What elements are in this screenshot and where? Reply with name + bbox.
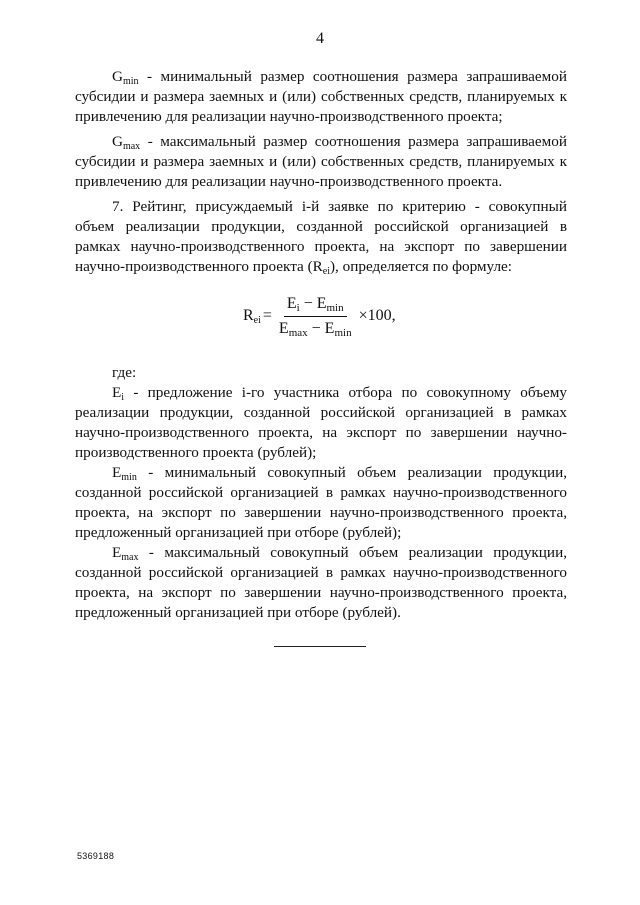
symbol-g: G: [112, 68, 123, 85]
symbol-e: E: [112, 384, 122, 401]
formula-denominator: $E_{max} - E_{min}$: [278, 319, 352, 339]
definition-gmin: [75, 67, 567, 127]
item-7-text: 7. Рейтинг, присуждаемый i-й заявке по критерию - совокупный объем реализации продукции, созданной российской организацией в рамках научно-производственного проекта, на экспорт по завершении научно-производственного проекта (R: [75, 198, 567, 275]
document-body: [75, 67, 567, 623]
where-label: где:: [112, 364, 137, 381]
formula-numerator: $E_i - E_{min}$: [284, 294, 347, 317]
formula-fraction: [276, 294, 355, 339]
symbol-e: E: [112, 544, 122, 561]
formula-block: [75, 289, 567, 343]
definition-text: - минимальный совокупный объем реализации продукции, созданной российской организацией в рамках научно-производственного проекта, на экспорт по завершении научно-производственного проекта, предложенный организацией при отборе (рублей);: [75, 464, 567, 541]
rating-formula: [243, 289, 396, 343]
definition-text: - минимальный размер соотношения размера запрашиваемой субсидии и размера заемных и (или) собственных средств, планируемых к привлечению для реализации научно-производственного проекта;: [75, 68, 567, 125]
definition-text: - максимальный размер соотношения размера запрашиваемой субсидии и размера заемных и (или) собственных средств, планируемых к привлечению для реализации научно-производственного проекта.: [75, 133, 567, 190]
symbol-subscript: max: [121, 552, 139, 563]
definition-emax: [75, 543, 567, 623]
formula-equals: =: [262, 307, 272, 324]
definition-gmax: [75, 132, 567, 192]
document-id: 5369188: [77, 851, 115, 861]
paragraph-item-7: [75, 197, 567, 277]
symbol-g: G: [112, 133, 123, 150]
symbol-subscript: min: [121, 472, 137, 483]
end-separator-line: [274, 646, 366, 647]
symbol-subscript: i: [121, 392, 125, 403]
symbol-subscript: ei: [322, 266, 330, 277]
definition-emin: [75, 463, 567, 543]
symbol-subscript: min: [122, 76, 139, 87]
definition-text: - максимальный совокупный объем реализации продукции, созданной российской организацией в рамках научно-производственного проекта, на экспорт по завершении научно-производственного проекта, предложенный организацией при отборе (рублей).: [75, 544, 567, 621]
page-number: 4: [316, 30, 324, 47]
definition-text: - предложение i-го участника отбора по совокупному объему реализации продукции, созданной российской организацией в рамках научно-производственного проекта, на экспорт по завершении научно-производственного проекта (рублей);: [75, 384, 567, 461]
symbol-e: E: [112, 464, 122, 481]
formula-multiplier: ×100,: [358, 307, 396, 324]
formula-lhs: $R_{ei}$: [243, 307, 261, 326]
item-7-tail: ), определяется по формуле:: [329, 258, 513, 275]
symbol-subscript: max: [122, 141, 141, 152]
definition-ei: [75, 383, 567, 463]
